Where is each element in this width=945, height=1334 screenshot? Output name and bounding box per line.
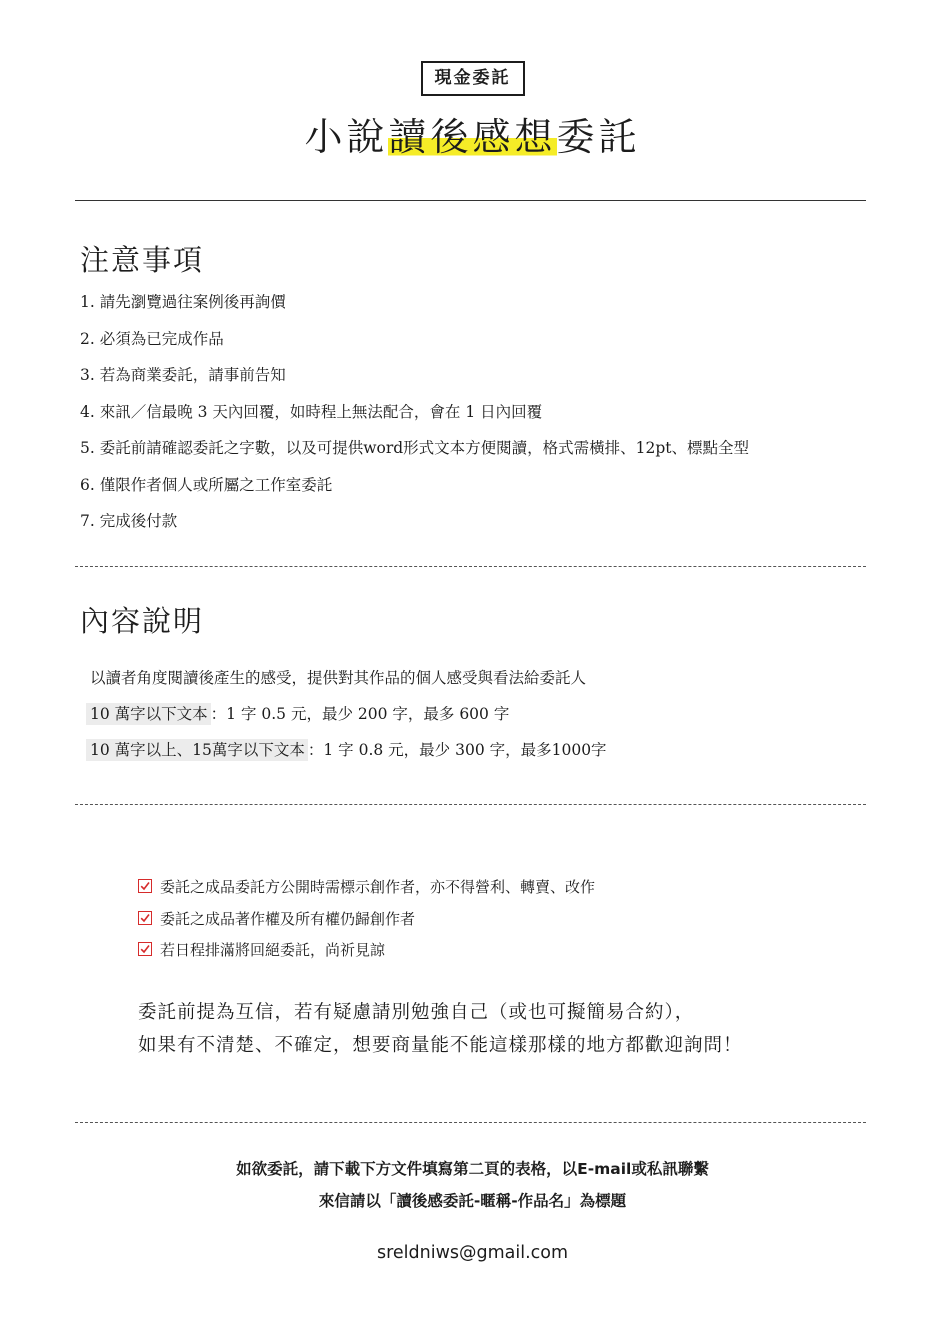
footer-instruction: 如欲委託，請下載下方文件填寫第二頁的表格，以E-mail或私訊聯繫 — [236, 1160, 709, 1178]
trust-statement — [138, 996, 743, 1062]
terms-item — [138, 906, 595, 938]
notes-item: 7. 完成後付款 — [80, 512, 178, 530]
checkbox-icon — [138, 879, 152, 893]
notes-item: 4. 來訊／信最晚 3 天內回覆，如時程上無法配合，會在 1 日內回覆 — [80, 402, 543, 421]
pricing-row-1 — [86, 700, 607, 736]
pricing-row-2 — [86, 736, 607, 772]
terms-list — [138, 874, 595, 969]
notes-item: 6. 僅限作者個人或所屬之工作室委託 — [80, 475, 333, 494]
pricing-detail-2: ：1 字 0.8 元，最少 300 字，最多1000字 — [307, 741, 607, 759]
notes-item: 2. 必須為已完成作品 — [80, 329, 224, 348]
title-pre: 小說 — [304, 115, 389, 159]
pricing-detail-1: ：1 字 0.5 元，最少 200 字，最多 600 字 — [210, 705, 510, 723]
terms-item — [138, 874, 595, 906]
pricing-label-2: 10 萬字以上、15萬字以下文本 — [86, 739, 308, 761]
terms-text: 委託之成品委託方公開時需標示創作者，亦不得營利、轉賣、改作 — [160, 878, 596, 896]
section-divider-2 — [75, 804, 866, 805]
title-post: 委託 — [556, 115, 641, 159]
content-heading: 內容說明 — [80, 604, 205, 638]
page-title-wrap — [0, 112, 945, 162]
footer-subject-format: 來信請以「讀後感委託-暱稱-作品名」為標題 — [318, 1192, 627, 1210]
pricing-label-1: 10 萬字以下文本 — [86, 703, 211, 725]
notes-list — [80, 288, 749, 544]
trust-statement-line-1: 委託前提為互信，若有疑慮請別勉強自己（或也可擬簡易合約）， — [138, 1002, 695, 1023]
checkbox-icon — [138, 911, 152, 925]
title-divider — [75, 200, 866, 201]
cash-commission-badge: 現金委託 — [421, 61, 525, 96]
section-divider-1 — [75, 566, 866, 567]
notes-item: 5. 委託前請確認委託之字數，以及可提供word形式文本方便閱讀，格式需橫排、12pt、標點全型 — [80, 439, 750, 457]
terms-text: 委託之成品著作權及所有權仍歸創作者 — [160, 909, 416, 928]
header-badge-wrap — [0, 61, 945, 96]
contact-email[interactable]: sreldniws@gmail.com — [376, 1243, 569, 1263]
page-title — [0, 112, 945, 162]
terms-item — [138, 937, 595, 969]
trust-statement-line-2: 如果有不清楚、不確定，想要商量能不能這樣那樣的地方都歡迎詢問！ — [138, 1035, 743, 1056]
content-body — [86, 664, 607, 772]
title-highlight: 讀後感想 — [388, 115, 557, 159]
notes-heading: 注意事項 — [80, 243, 205, 277]
content-intro: 以讀者角度閱讀後產生的感受，提供對其作品的個人感受與看法給委託人 — [90, 669, 587, 687]
checkbox-icon — [138, 942, 152, 956]
terms-text: 若日程排滿將回絕委託，尚祈見諒 — [160, 941, 386, 959]
notes-item: 1. 請先瀏覽過往案例後再詢價 — [80, 293, 286, 311]
section-divider-3 — [75, 1122, 866, 1123]
notes-item: 3. 若為商業委託，請事前告知 — [80, 366, 286, 384]
